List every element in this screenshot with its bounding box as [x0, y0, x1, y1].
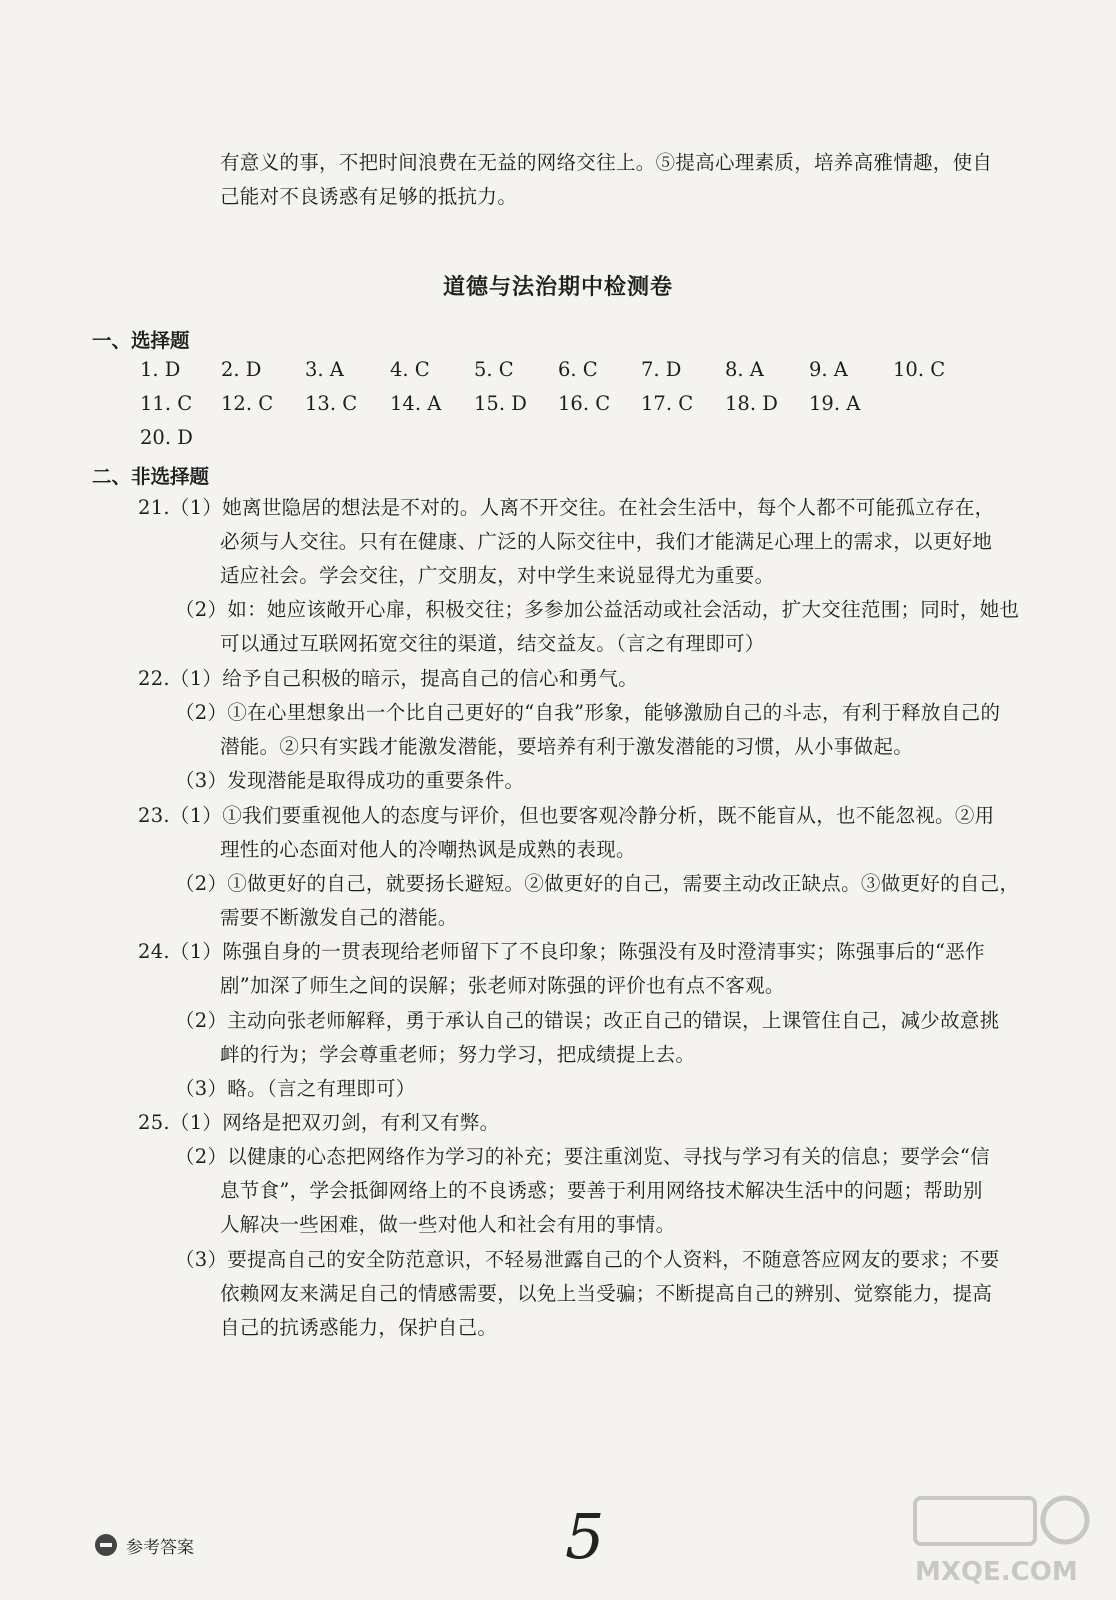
answer-line: （2）主动向张老师解释，勇于承认自己的错误；改正自己的错误，上课管住自己，减少故意挑	[175, 1009, 1000, 1032]
choice-answer: 11. C	[140, 392, 193, 415]
section-heading-choice: 一、选择题	[92, 329, 190, 352]
choice-answer: 10. C	[893, 358, 946, 381]
answer-line: 适应社会。学会交往，广交朋友，对中学生来说显得尤为重要。	[220, 564, 775, 587]
answer-line: 21.（1）她离世隐居的想法是不对的。人离不开交往。在社会生活中，每个人都不可能孤立存在，	[138, 496, 995, 519]
answer-line: （2）①在心里想象出一个比自己更好的“自我”形象，能够激励自己的斗志，有利于释放自己的	[175, 701, 1001, 724]
choice-answer: 6. C	[558, 358, 598, 381]
answer-line: 可以通过互联网拓宽交往的渠道，结交益友。（言之有理即可）	[220, 632, 765, 655]
answer-line: 需要不断激发自己的潜能。	[220, 906, 458, 929]
watermark-text: MXQE.COM	[915, 1557, 1078, 1587]
answer-line: 人解决一些困难，做一些对他人和社会有用的事情。	[220, 1213, 676, 1236]
answer-line: 必须与人交往。只有在健康、广泛的人际交往中，我们才能满足心理上的需求，以更好地	[220, 530, 993, 553]
answer-line: （3）要提高自己的安全防范意识，不轻易泄露自己的个人资料，不随意答应网友的要求；不要	[175, 1248, 1000, 1271]
answer-line: 24.（1）陈强自身的一贯表现给老师留下了不良印象；陈强没有及时澄清事实；陈强事后的“恶作	[138, 940, 985, 963]
choice-answer: 1. D	[140, 358, 181, 381]
answer-line: （3）发现潜能是取得成功的重要条件。	[175, 769, 525, 792]
watermark-logo	[905, 1490, 1095, 1590]
choice-answer: 17. C	[641, 392, 694, 415]
answer-line: （2）①做更好的自己，就要扬长避短。②做更好的自己，需要主动改正缺点。③做更好的自己，	[175, 872, 1020, 895]
answer-line: 衅的行为；学会尊重老师；努力学习，把成绩提上去。	[220, 1043, 696, 1066]
answer-line: 23.（1）①我们要重视他人的态度与评价，但也要客观冷静分析，既不能盲从，也不能忽视。②用	[138, 804, 995, 827]
answer-line: 22.（1）给予自己积极的暗示，提高自己的信心和勇气。	[138, 667, 639, 690]
choice-answer: 3. A	[305, 358, 344, 381]
answer-line: （2）如：她应该敞开心扉，积极交往；多参加公益活动或社会活动，扩大交往范围；同时，她也	[175, 598, 1020, 621]
choice-answer: 5. C	[474, 358, 514, 381]
choice-answer: 16. C	[558, 392, 611, 415]
answer-line: 剧”加深了师生之间的误解；张老师对陈强的评价也有点不客观。	[220, 974, 785, 997]
choice-answer: 8. A	[725, 358, 764, 381]
choice-answer: 2. D	[221, 358, 262, 381]
answer-line: 理性的心态面对他人的冷嘲热讽是成熟的表现。	[220, 838, 636, 861]
section-heading-nonchoice: 二、非选择题	[92, 465, 210, 488]
answer-line: （3）略。（言之有理即可）	[175, 1077, 416, 1100]
intro-line-2: 己能对不良诱惑有足够的抵抗力。	[220, 185, 518, 208]
choice-answer: 4. C	[390, 358, 430, 381]
choice-answer: 13. C	[305, 392, 358, 415]
intro-line-1: 有意义的事，不把时间浪费在无益的网络交往上。⑤提高心理素质，培养高雅情趣，使自	[220, 151, 993, 174]
choice-answer: 20. D	[140, 426, 193, 449]
choice-answer: 14. A	[390, 392, 442, 415]
answer-line: （2）以健康的心态把网络作为学习的补充；要注重浏览、寻找与学习有关的信息；要学会“信	[175, 1145, 990, 1168]
answer-line: 依赖网友来满足自己的情感需要，以免上当受骗；不断提高自己的辨别、觉察能力，提高	[220, 1282, 993, 1305]
answer-line: 25.（1）网络是把双刃剑，有利又有弊。	[138, 1111, 500, 1134]
choice-answer: 12. C	[221, 392, 274, 415]
book-icon	[95, 1534, 117, 1556]
footer-label: 参考答案	[126, 1538, 194, 1558]
page-number: 5	[565, 1500, 605, 1573]
answer-line: 潜能。②只有实践才能激发潜能，要培养有利于激发潜能的习惯，从小事做起。	[220, 735, 914, 758]
page-title: 道德与法治期中检测卷	[442, 275, 673, 300]
choice-answer: 15. D	[474, 392, 527, 415]
answer-line: 自己的抗诱惑能力，保护自己。	[220, 1316, 498, 1339]
choice-answer: 7. D	[641, 358, 682, 381]
choice-answer: 19. A	[809, 392, 861, 415]
choice-answer: 18. D	[725, 392, 778, 415]
choice-answer: 9. A	[809, 358, 848, 381]
answer-line: 息节食”，学会抵御网络上的不良诱惑；要善于利用网络技术解决生活中的问题；帮助别	[220, 1179, 983, 1202]
